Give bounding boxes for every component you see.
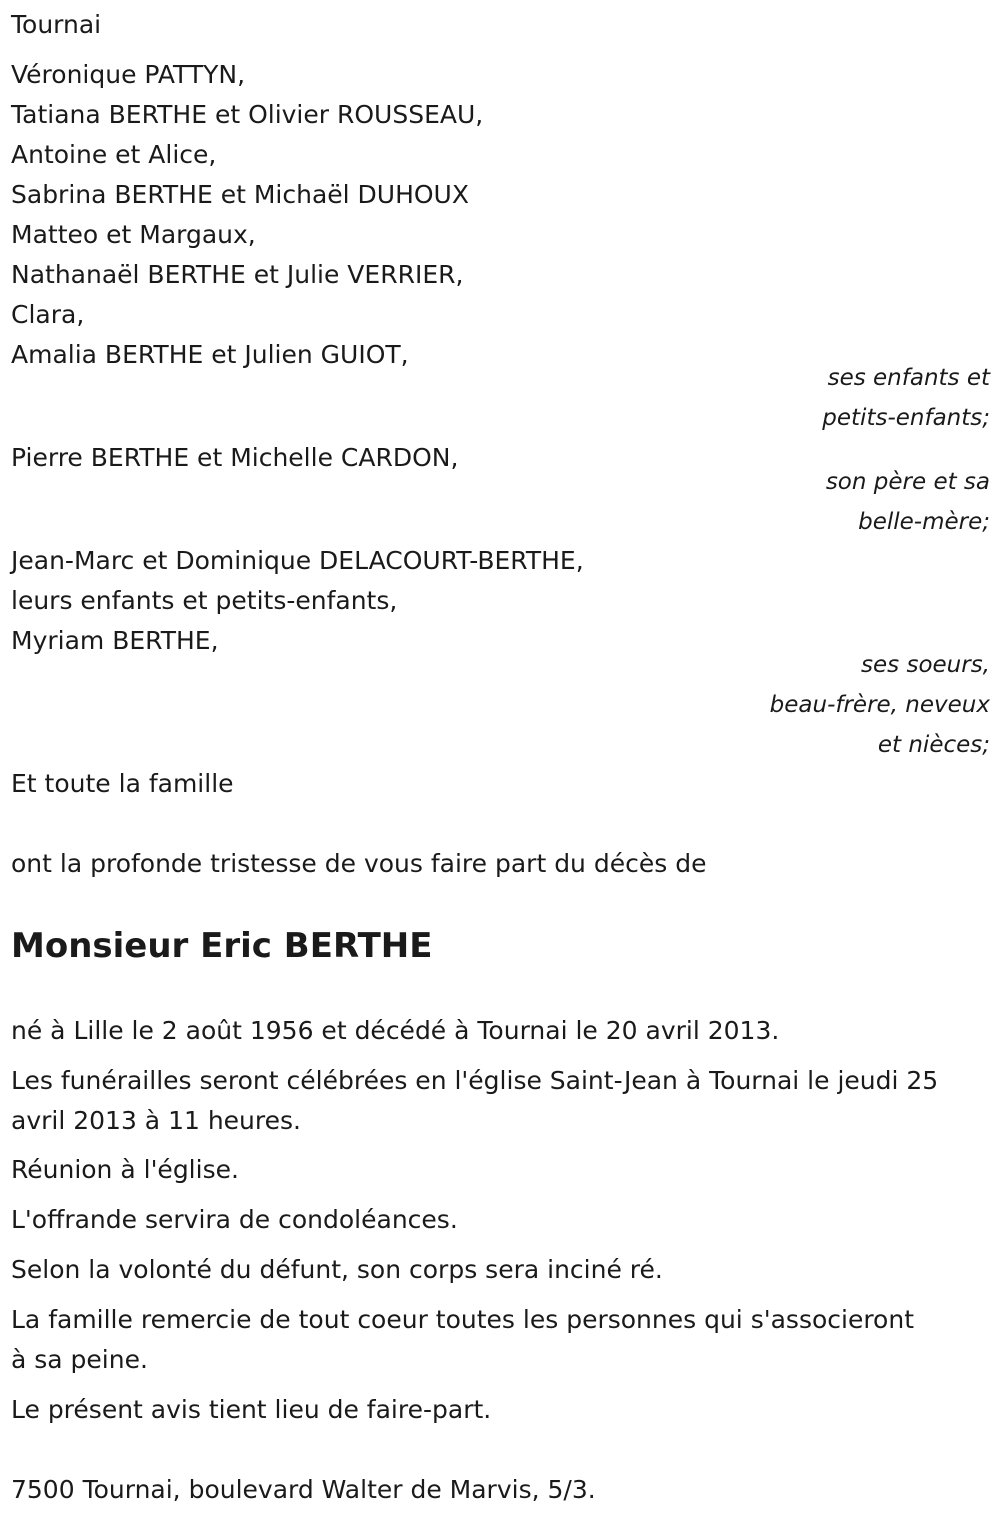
reunion-info: Réunion à l'église. [11, 1155, 239, 1184]
relation-label: son père et sa [825, 469, 990, 495]
notice-info: Le présent avis tient lieu de faire-part. [11, 1395, 492, 1424]
family-member: Pierre BERTHE et Michelle CARDON, [11, 443, 459, 472]
relation-label: petits-enfants; [822, 405, 990, 431]
funeral-info: Les funérailles seront célébrées en l'église Saint-Jean à Tournai le jeudi 25 [11, 1066, 939, 1095]
family-member: Antoine et Alice, [11, 140, 217, 169]
family-member: Amalia BERTHE et Julien GUIOT, [11, 340, 409, 369]
cremation-info: Selon la volonté du défunt, son corps sera inciné ré. [11, 1255, 663, 1284]
family-member: Clara, [11, 300, 85, 329]
city-heading: Tournai [11, 10, 102, 39]
family-member: Véronique PATTYN, [11, 60, 246, 89]
thanks-info: La famille remercie de tout coeur toutes les personnes qui s'associeront [11, 1305, 915, 1334]
relation-label: belle-mère; [858, 509, 990, 535]
closing-family: Et toute la famille [11, 769, 234, 798]
family-member: Tatiana BERTHE et Olivier ROUSSEAU, [11, 100, 484, 129]
deceased-name: Monsieur Eric BERTHE [11, 926, 433, 966]
funeral-info: avril 2013 à 11 heures. [11, 1106, 301, 1135]
family-member: Matteo et Margaux, [11, 220, 256, 249]
family-member: Jean-Marc et Dominique DELACOURT-BERTHE, [11, 546, 584, 575]
family-member: Nathanaël BERTHE et Julie VERRIER, [11, 260, 464, 289]
relation-label: ses soeurs, [861, 652, 990, 678]
offering-info: L'offrande servira de condoléances. [11, 1205, 458, 1234]
family-member: Sabrina BERTHE et Michaël DUHOUX [11, 180, 469, 209]
relation-label: et nièces; [877, 732, 990, 758]
thanks-info: à sa peine. [11, 1345, 148, 1374]
announcement: ont la profonde tristesse de vous faire part du décès de [11, 849, 707, 878]
family-member: Myriam BERTHE, [11, 626, 219, 655]
family-member: leurs enfants et petits-enfants, [11, 586, 398, 615]
birth-death: né à Lille le 2 août 1956 et décédé à Tournai le 20 avril 2013. [11, 1016, 780, 1045]
relation-label: ses enfants et [827, 365, 990, 391]
relation-label: beau-frère, neveux [769, 692, 990, 718]
address: 7500 Tournai, boulevard Walter de Marvis, 5/3. [11, 1475, 596, 1504]
